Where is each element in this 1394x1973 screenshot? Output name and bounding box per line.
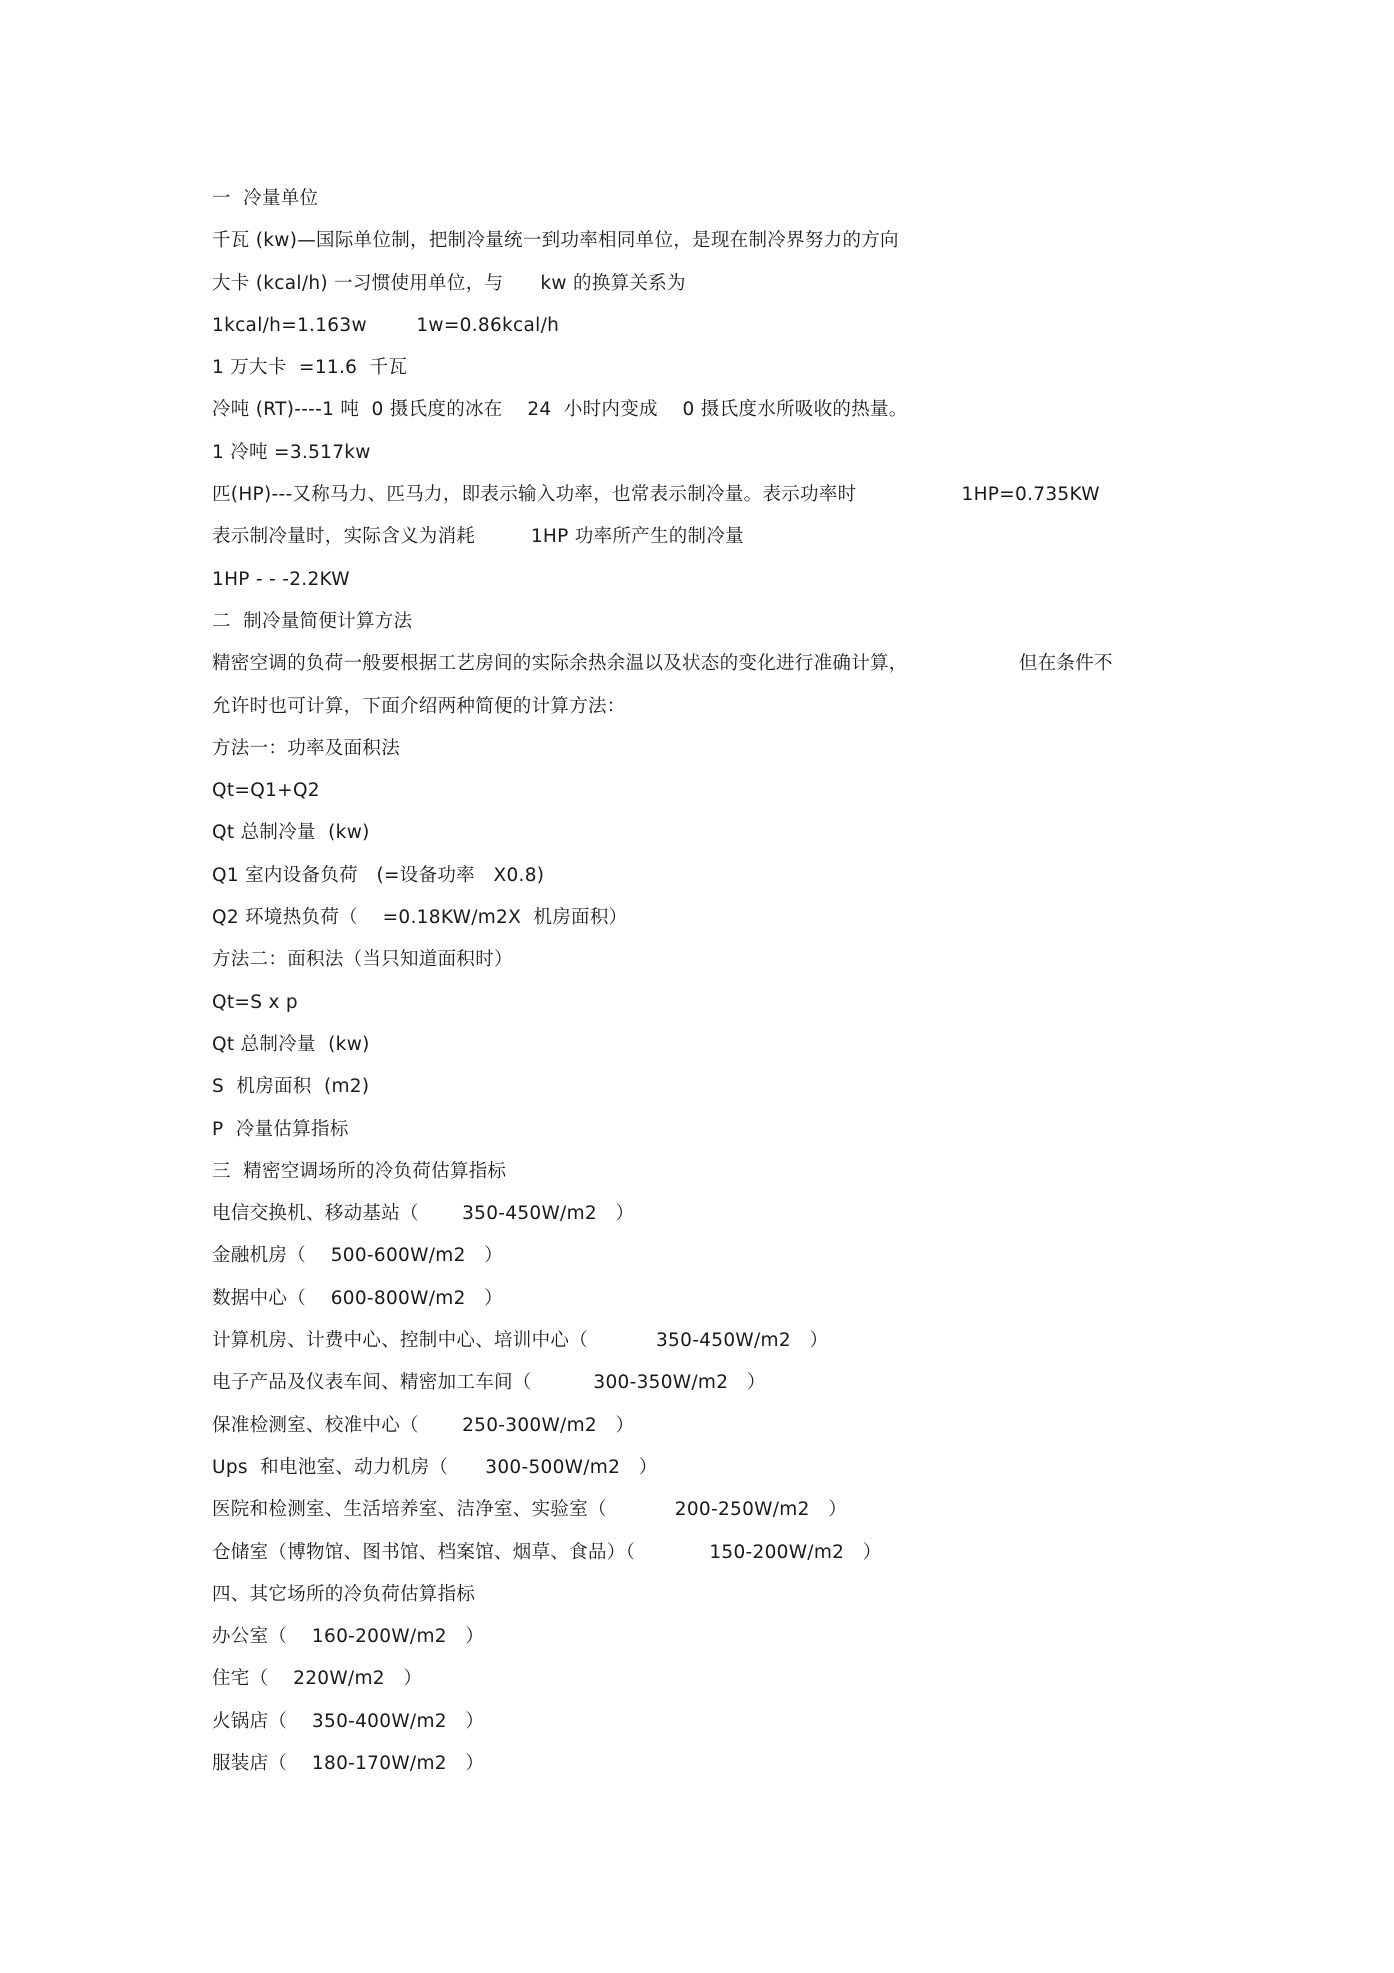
document-body [212,178,1212,1785]
list-item: 仓储室（博物馆、图书馆、档案馆、烟草、食品）（ 150-200W/m2 ） [212,1541,882,1563]
text-line: 1 万大卡 =11.6 千瓦 [212,357,408,379]
text-line: 1kcal/h=1.163w 1w=0.86kcal/h [212,314,560,336]
list-item: 数据中心（ 600-800W/m2 ） [212,1287,503,1309]
text-line: P 冷量估算指标 [212,1118,349,1140]
text-line: 方法一：功率及面积法 [212,737,401,759]
text-line: S 机房面积 (m2) [212,1076,370,1098]
list-item: 保准检测室、校准中心（ 250-300W/m2 ） [212,1414,635,1436]
text-line: Q2 环境热负荷（ =0.18KW/m2X 机房面积） [212,907,628,929]
text-line: 大卡 (kcal/h) 一习惯使用单位，与 kw 的换算关系为 [212,272,686,294]
list-item: 医院和检测室、生活培养室、洁净室、实验室（ 200-250W/m2 ） [212,1499,848,1521]
list-item: 服装店（ 180-170W/m2 ） [212,1752,485,1774]
section-heading-calculation-methods: 二 制冷量简便计算方法 [212,610,413,632]
list-item: 办公室（ 160-200W/m2 ） [212,1626,485,1648]
text-line: 精密空调的负荷一般要根据工艺房间的实际余热余温以及状态的变化进行准确计算， 但在条件不 [212,653,1113,675]
section-heading-other-indicators: 四、其它场所的冷负荷估算指标 [212,1583,476,1605]
text-line: Qt 总制冷量 (kw) [212,822,370,844]
text-line: 冷吨 (RT)----1 吨 0 摄氏度的冰在 24 小时内变成 0 摄氏度水所吸收的热量。 [212,399,908,421]
text-line: 方法二：面积法（当只知道面积时） [212,949,513,971]
list-item: 金融机房（ 500-600W/m2 ） [212,1245,503,1267]
section-heading-precision-ac-indicators: 三 精密空调场所的冷负荷估算指标 [212,1160,507,1182]
list-item: 火锅店（ 350-400W/m2 ） [212,1710,485,1732]
list-item: 电信交换机、移动基站（ 350-450W/m2 ） [212,1203,635,1225]
text-line: 1HP - - -2.2KW [212,568,350,590]
text-line: 匹(HP)---又称马力、匹马力，即表示输入功率，也常表示制冷量。表示功率时 1HP=0.735KW [212,484,1100,506]
list-item: 住宅（ 220W/m2 ） [212,1668,423,1690]
text-line: Qt 总制冷量 (kw) [212,1033,370,1055]
section-heading-cooling-units: 一 冷量单位 [212,188,319,209]
text-line: 允许时也可计算，下面介绍两种简便的计算方法： [212,695,626,717]
list-item: Ups 和电池室、动力机房（ 300-500W/m2 ） [212,1456,658,1478]
text-line: 1 冷吨 =3.517kw [212,441,371,463]
list-item: 计算机房、计费中心、控制中心、培训中心（ 350-450W/m2 ） [212,1330,829,1352]
text-line: 表示制冷量时，实际含义为消耗 1HP 功率所产生的制冷量 [212,526,744,548]
list-item: 电子产品及仪表车间、精密加工车间（ 300-350W/m2 ） [212,1372,766,1394]
formula-line: Qt=Q1+Q2 [212,780,320,802]
text-line: 千瓦 (kw)—国际单位制，把制冷量统一到功率相同单位，是现在制冷界努力的方向 [212,230,899,252]
text-line: Q1 室内设备负荷 (=设备功率 X0.8) [212,864,545,886]
formula-line: Qt=S x p [212,991,298,1013]
